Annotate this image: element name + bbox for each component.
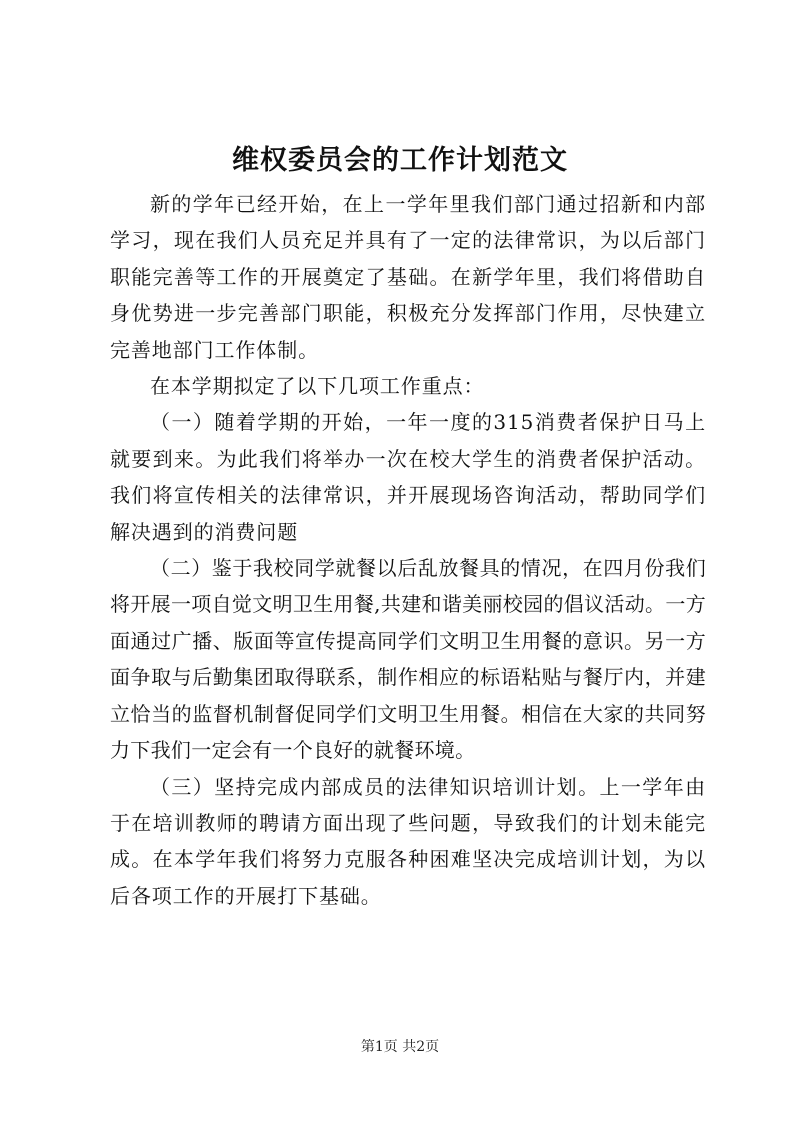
document-title: 维权委员会的工作计划范文	[232, 145, 568, 176]
paragraph-item-1: （一）随着学期的开始，一年一度的315消费者保护日马上就要到来。为此我们将举办一次在校大学生的消费者保护活动。我们将宣传相关的法律常识，并开展现场咨询活动，帮助同学们解决遇到的消费问题	[110, 410, 706, 544]
paragraph-priorities-heading: 在本学期拟定了以下几项工作重点：	[150, 374, 485, 399]
paragraph-item-2: （二）鉴于我校同学就餐以后乱放餐具的情况，在四月份我们将开展一项自觉文明卫生用餐,共建和谐美丽校园的倡议活动。一方面通过广播、版面等宣传提高同学们文明卫生用餐的意识。另一方面争取与后勤集团取得联系，制作相应的标语粘贴与餐厅内，并建立恰当的监督机制督促同学们文明卫生用餐。相信在大家的共同努力下我们一定会有一个良好的就餐环境。	[110, 556, 706, 763]
document-body	[110, 186, 706, 914]
paragraph-item-3: （三）坚持完成内部成员的法律知识培训计划。上一学年由于在培训教师的聘请方面出现了些问题，导致我们的计划未能完成。在本学年我们将努力克服各种困难坚决完成培训计划，为以后各项工作的开展打下基础。	[110, 774, 706, 908]
page-number-footer: 第1页 共2页	[360, 1039, 440, 1055]
paragraph-intro: 新的学年已经开始，在上一学年里我们部门通过招新和内部学习，现在我们人员充足并具有了一定的法律常识，为以后部门职能完善等工作的开展奠定了基础。在新学年里，我们将借助自身优势进一步完善部门职能，积极充分发挥部门作用，尽快建立完善地部门工作体制。	[110, 192, 706, 362]
